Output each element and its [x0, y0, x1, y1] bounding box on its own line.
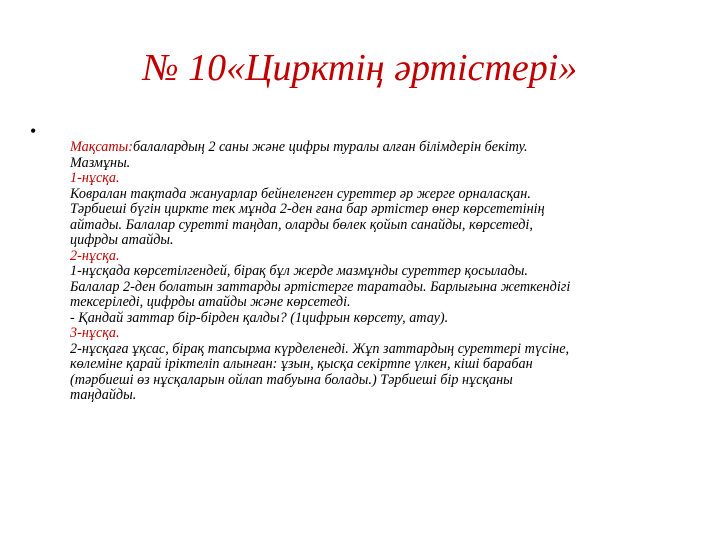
variant-3-line: 2-нұсқаға ұқсас, бірақ тапсырма күрделенеді. Жұп заттардың суреттері түсіне, — [70, 340, 570, 357]
variant-1-heading: 1-нұсқа. — [70, 170, 120, 186]
variant-2-line: Балалар 2-ден болатын заттарды әртістерге таратады. Барлығына жеткендігі — [70, 278, 571, 295]
variant-2-line: 1-нұсқада көрсетілгендей, бірақ бұл жерде мазмұнды суреттер қосылады. — [70, 263, 528, 279]
variant-3-line: (тәрбиеші өз нұсқаларын ойлап табуына болады.) Тәрбиеші бір нұсқаны — [70, 371, 513, 388]
variant-2-line: - Қандай заттар бір-бірден қалды? (1цифрын көрсету, атау). — [70, 309, 449, 326]
variant-3-line: көлеміне қарай іріктеліп алынған: ұзын, қысқа секіртпе үлкен, кіші барабан — [70, 356, 533, 372]
variant-3-heading: 3-нұсқа. — [70, 325, 120, 341]
bullet-point: • — [30, 121, 37, 141]
variant-1-line: айтады. Балалар суретті таңдап, оларды бөлек қойып санайды, көрсетеді, — [70, 216, 533, 233]
goal-text: балалардың 2 саны және цифры туралы алған білімдерін бекіту. — [132, 139, 528, 155]
variant-1-line: Тәрбиеші бүгін циркте тек мұнда 2-ден ғана бар әртістер өнер көрсететінің — [70, 201, 545, 217]
variant-2-heading: 2-нұсқа. — [70, 247, 120, 264]
variant-1-line: Ковралан тақтада жануарлар бейнеленген суреттер әр жерге орналасқан. — [70, 185, 531, 202]
variant-1-line: цифрды атайды. — [70, 232, 174, 248]
content-heading: Мазмұны. — [70, 154, 131, 171]
goal-line — [70, 140, 690, 156]
goal-label: Мақсаты: — [70, 139, 133, 155]
slide-title: № 10«Цирктің әртістері» — [142, 47, 578, 89]
variant-3-line: таңдайды. — [70, 387, 137, 403]
variant-2-line: тексеріледі, цифрды атайды және көрсетеді. — [70, 294, 351, 310]
slide-body — [70, 140, 690, 404]
